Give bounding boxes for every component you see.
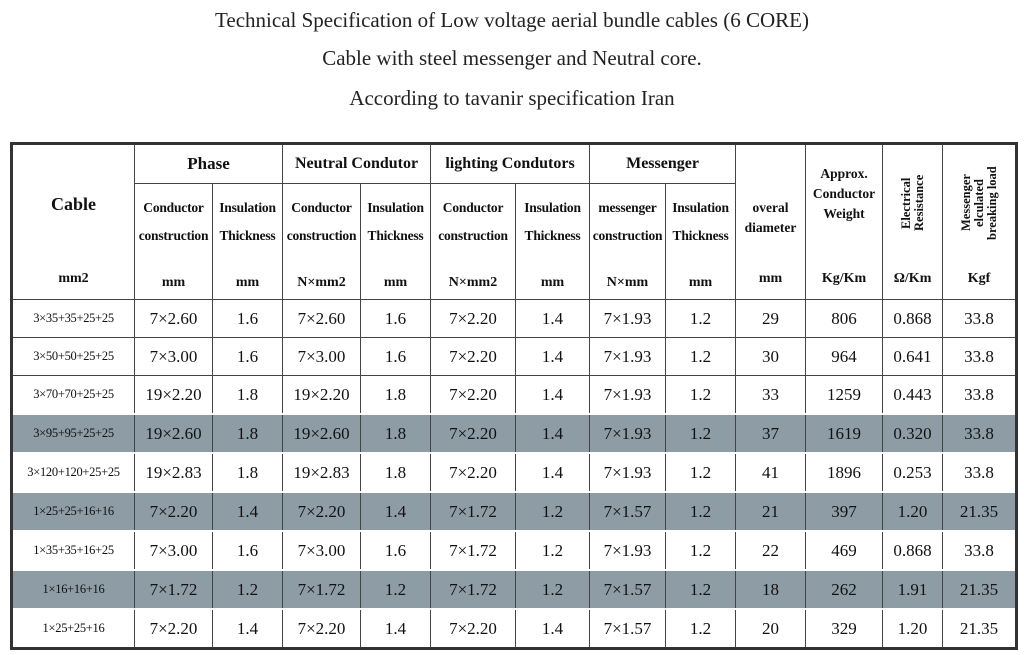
cell-messenger-construction: 7×1.93 (590, 300, 666, 338)
cell-breaking-load: 33.8 (943, 338, 1017, 376)
document-subtitle: Cable with steel messenger and Neutral core. (322, 46, 702, 70)
table-row (12, 531, 1017, 570)
cell-overal-diameter: 21 (736, 492, 806, 531)
cell-lighting-insulation: 1.2 (516, 492, 590, 531)
header-resistance-unit: Ω/Km (893, 270, 932, 286)
cell-lighting-insulation: 1.4 (516, 609, 590, 649)
cell-lighting-insulation: 1.4 (516, 300, 590, 338)
cell-cable-size: 3×120+120+25+25 (12, 453, 135, 492)
cell-phase-insulation: 1.8 (213, 414, 283, 453)
header-cable-unit: mm2 (58, 270, 89, 286)
table-row (12, 376, 1017, 415)
cell-phase-conductor: 19×2.20 (135, 376, 213, 415)
cell-messenger-construction: 7×1.93 (590, 376, 666, 415)
cell-lighting-insulation: 1.4 (516, 414, 590, 453)
cell-lighting-conductor: 7×1.72 (431, 492, 516, 531)
cell-electrical-resistance: 1.20 (883, 609, 943, 649)
header-lighting-conductor: Conductor construction N×mm2 (431, 184, 516, 300)
cell-lighting-insulation: 1.4 (516, 338, 590, 376)
cell-cable-size: 1×16+16+16 (12, 570, 135, 609)
cell-lighting-insulation: 1.4 (516, 376, 590, 415)
cell-cable-size: 3×95+95+25+25 (12, 414, 135, 453)
header-cable (12, 144, 135, 300)
cell-messenger-insulation: 1.2 (666, 531, 736, 570)
cell-neutral-conductor: 19×2.60 (283, 414, 361, 453)
cell-breaking-load: 33.8 (943, 376, 1017, 415)
cell-overal-diameter: 29 (736, 300, 806, 338)
cell-electrical-resistance: 0.868 (883, 531, 943, 570)
cell-lighting-conductor: 7×2.20 (431, 414, 516, 453)
header-neutral-insulation: Insulation Thickness mm (361, 184, 431, 300)
cell-neutral-insulation: 1.4 (361, 609, 431, 649)
cell-overal-diameter: 30 (736, 338, 806, 376)
header-group-messenger: Messenger (590, 144, 736, 184)
header-lighting-insulation: Insulation Thickness mm (516, 184, 590, 300)
cell-neutral-insulation: 1.8 (361, 376, 431, 415)
cell-cable-size: 1×25+25+16 (12, 609, 135, 649)
cell-lighting-conductor: 7×1.72 (431, 570, 516, 609)
cell-messenger-insulation: 1.2 (666, 609, 736, 649)
cell-electrical-resistance: 0.641 (883, 338, 943, 376)
spec-table-body (12, 300, 1017, 649)
cell-messenger-construction: 7×1.57 (590, 492, 666, 531)
cell-overal-diameter: 22 (736, 531, 806, 570)
cell-conductor-weight: 964 (806, 338, 883, 376)
cell-breaking-load: 21.35 (943, 570, 1017, 609)
cell-phase-insulation: 1.2 (213, 570, 283, 609)
cell-neutral-insulation: 1.4 (361, 492, 431, 531)
cell-messenger-insulation: 1.2 (666, 492, 736, 531)
header-group-neutral: Neutral Condutor (283, 144, 431, 184)
cell-phase-conductor: 7×2.20 (135, 492, 213, 531)
cell-cable-size: 3×50+50+25+25 (12, 338, 135, 376)
cell-messenger-construction: 7×1.93 (590, 414, 666, 453)
cell-breaking-load: 33.8 (943, 453, 1017, 492)
cell-lighting-conductor: 7×2.20 (431, 300, 516, 338)
cell-breaking-load: 33.8 (943, 531, 1017, 570)
cell-lighting-conductor: 7×2.20 (431, 609, 516, 649)
cell-messenger-construction: 7×1.93 (590, 338, 666, 376)
cell-neutral-conductor: 7×2.20 (283, 609, 361, 649)
cell-cable-size: 1×25+25+16+16 (12, 492, 135, 531)
cell-phase-insulation: 1.8 (213, 376, 283, 415)
cell-messenger-insulation: 1.2 (666, 453, 736, 492)
cell-messenger-insulation: 1.2 (666, 300, 736, 338)
table-row (12, 300, 1017, 338)
cell-phase-conductor: 7×3.00 (135, 531, 213, 570)
cell-messenger-construction: 7×1.93 (590, 453, 666, 492)
table-row (12, 414, 1017, 453)
cell-conductor-weight: 1896 (806, 453, 883, 492)
header-group-lighting: lighting Condutors (431, 144, 590, 184)
header-neutral-conductor: Conductor construction N×mm2 (283, 184, 361, 300)
cell-neutral-insulation: 1.2 (361, 570, 431, 609)
cell-lighting-conductor: 7×1.72 (431, 531, 516, 570)
header-weight-l3: Weight (823, 205, 865, 221)
cell-neutral-conductor: 7×2.60 (283, 300, 361, 338)
cell-messenger-insulation: 1.2 (666, 376, 736, 415)
cell-cable-size: 3×70+70+25+25 (12, 376, 135, 415)
cell-phase-insulation: 1.4 (213, 609, 283, 649)
cell-neutral-conductor: 19×2.20 (283, 376, 361, 415)
cell-breaking-load: 33.8 (943, 300, 1017, 338)
cell-messenger-construction: 7×1.93 (590, 531, 666, 570)
cell-phase-conductor: 7×3.00 (135, 338, 213, 376)
cell-conductor-weight: 1259 (806, 376, 883, 415)
header-breaking-label: Messenger elculated breaking load (958, 165, 999, 240)
cell-electrical-resistance: 0.253 (883, 453, 943, 492)
cell-neutral-conductor: 19×2.83 (283, 453, 361, 492)
header-breaking-unit: Kgf (967, 270, 991, 286)
header-group-phase: Phase (135, 144, 283, 184)
cell-phase-insulation: 1.6 (213, 300, 283, 338)
cell-electrical-resistance: 1.20 (883, 492, 943, 531)
cell-phase-insulation: 1.6 (213, 338, 283, 376)
header-weight (806, 144, 883, 300)
header-cable-label: Cable (51, 193, 96, 214)
cell-conductor-weight: 262 (806, 570, 883, 609)
cell-lighting-insulation: 1.4 (516, 453, 590, 492)
header-messenger-construction: messenger construction N×mm (590, 184, 666, 300)
cell-messenger-insulation: 1.2 (666, 414, 736, 453)
cell-messenger-insulation: 1.2 (666, 338, 736, 376)
header-resistance (883, 144, 943, 300)
cell-electrical-resistance: 0.868 (883, 300, 943, 338)
table-row (12, 492, 1017, 531)
header-overal-diameter (736, 144, 806, 300)
cell-phase-conductor: 7×1.72 (135, 570, 213, 609)
cell-conductor-weight: 1619 (806, 414, 883, 453)
cell-conductor-weight: 329 (806, 609, 883, 649)
cell-conductor-weight: 397 (806, 492, 883, 531)
cell-breaking-load: 21.35 (943, 609, 1017, 649)
header-phase-insulation: Insulation Thickness mm (213, 184, 283, 300)
cell-neutral-conductor: 7×3.00 (283, 338, 361, 376)
cell-overal-diameter: 37 (736, 414, 806, 453)
cell-phase-conductor: 7×2.60 (135, 300, 213, 338)
cell-lighting-conductor: 7×2.20 (431, 338, 516, 376)
cell-electrical-resistance: 0.320 (883, 414, 943, 453)
table-row (12, 338, 1017, 376)
cell-lighting-conductor: 7×2.20 (431, 376, 516, 415)
document-title: Technical Specification of Low voltage aerial bundle cables (6 CORE) (215, 8, 809, 32)
cell-messenger-construction: 7×1.57 (590, 609, 666, 649)
cell-phase-conductor: 19×2.60 (135, 414, 213, 453)
table-row (12, 453, 1017, 492)
header-overal-l2: diameter (744, 219, 797, 235)
cell-neutral-conductor: 7×2.20 (283, 492, 361, 531)
cell-neutral-insulation: 1.6 (361, 531, 431, 570)
header-resistance-label: Electrical Resistance (898, 174, 926, 231)
header-breaking-load (943, 144, 1017, 300)
cell-lighting-conductor: 7×2.20 (431, 453, 516, 492)
cell-electrical-resistance: 1.91 (883, 570, 943, 609)
cell-phase-insulation: 1.8 (213, 453, 283, 492)
header-overal-unit: mm (758, 270, 783, 286)
table-row (12, 609, 1017, 649)
cell-breaking-load: 21.35 (943, 492, 1017, 531)
cell-breaking-load: 33.8 (943, 414, 1017, 453)
table-row (12, 570, 1017, 609)
header-overal-l1: overal (752, 199, 789, 215)
cell-cable-size: 3×35+35+25+25 (12, 300, 135, 338)
header-messenger-insulation: Insulation Thickness mm (666, 184, 736, 300)
cell-electrical-resistance: 0.443 (883, 376, 943, 415)
cell-lighting-insulation: 1.2 (516, 570, 590, 609)
cell-overal-diameter: 33 (736, 376, 806, 415)
cell-phase-conductor: 7×2.20 (135, 609, 213, 649)
cell-overal-diameter: 20 (736, 609, 806, 649)
cell-phase-insulation: 1.6 (213, 531, 283, 570)
cell-neutral-conductor: 7×3.00 (283, 531, 361, 570)
header-phase-conductor: Conductor construction mm (135, 184, 213, 300)
cell-neutral-insulation: 1.6 (361, 338, 431, 376)
cell-cable-size: 1×35+35+16+25 (12, 531, 135, 570)
cell-lighting-insulation: 1.2 (516, 531, 590, 570)
cell-phase-insulation: 1.4 (213, 492, 283, 531)
cell-conductor-weight: 469 (806, 531, 883, 570)
cell-phase-conductor: 19×2.83 (135, 453, 213, 492)
cell-messenger-construction: 7×1.57 (590, 570, 666, 609)
cell-overal-diameter: 18 (736, 570, 806, 609)
cell-overal-diameter: 41 (736, 453, 806, 492)
cell-messenger-insulation: 1.2 (666, 570, 736, 609)
cell-conductor-weight: 806 (806, 300, 883, 338)
cell-neutral-insulation: 1.6 (361, 300, 431, 338)
document-standard-note: According to tavanir specification Iran (349, 86, 675, 110)
spec-table (10, 142, 1018, 650)
header-weight-unit: Kg/Km (821, 270, 867, 286)
header-weight-l2: Conductor (812, 185, 876, 201)
cell-neutral-insulation: 1.8 (361, 414, 431, 453)
cell-neutral-conductor: 7×1.72 (283, 570, 361, 609)
cell-neutral-insulation: 1.8 (361, 453, 431, 492)
header-weight-l1: Approx. (820, 165, 868, 181)
